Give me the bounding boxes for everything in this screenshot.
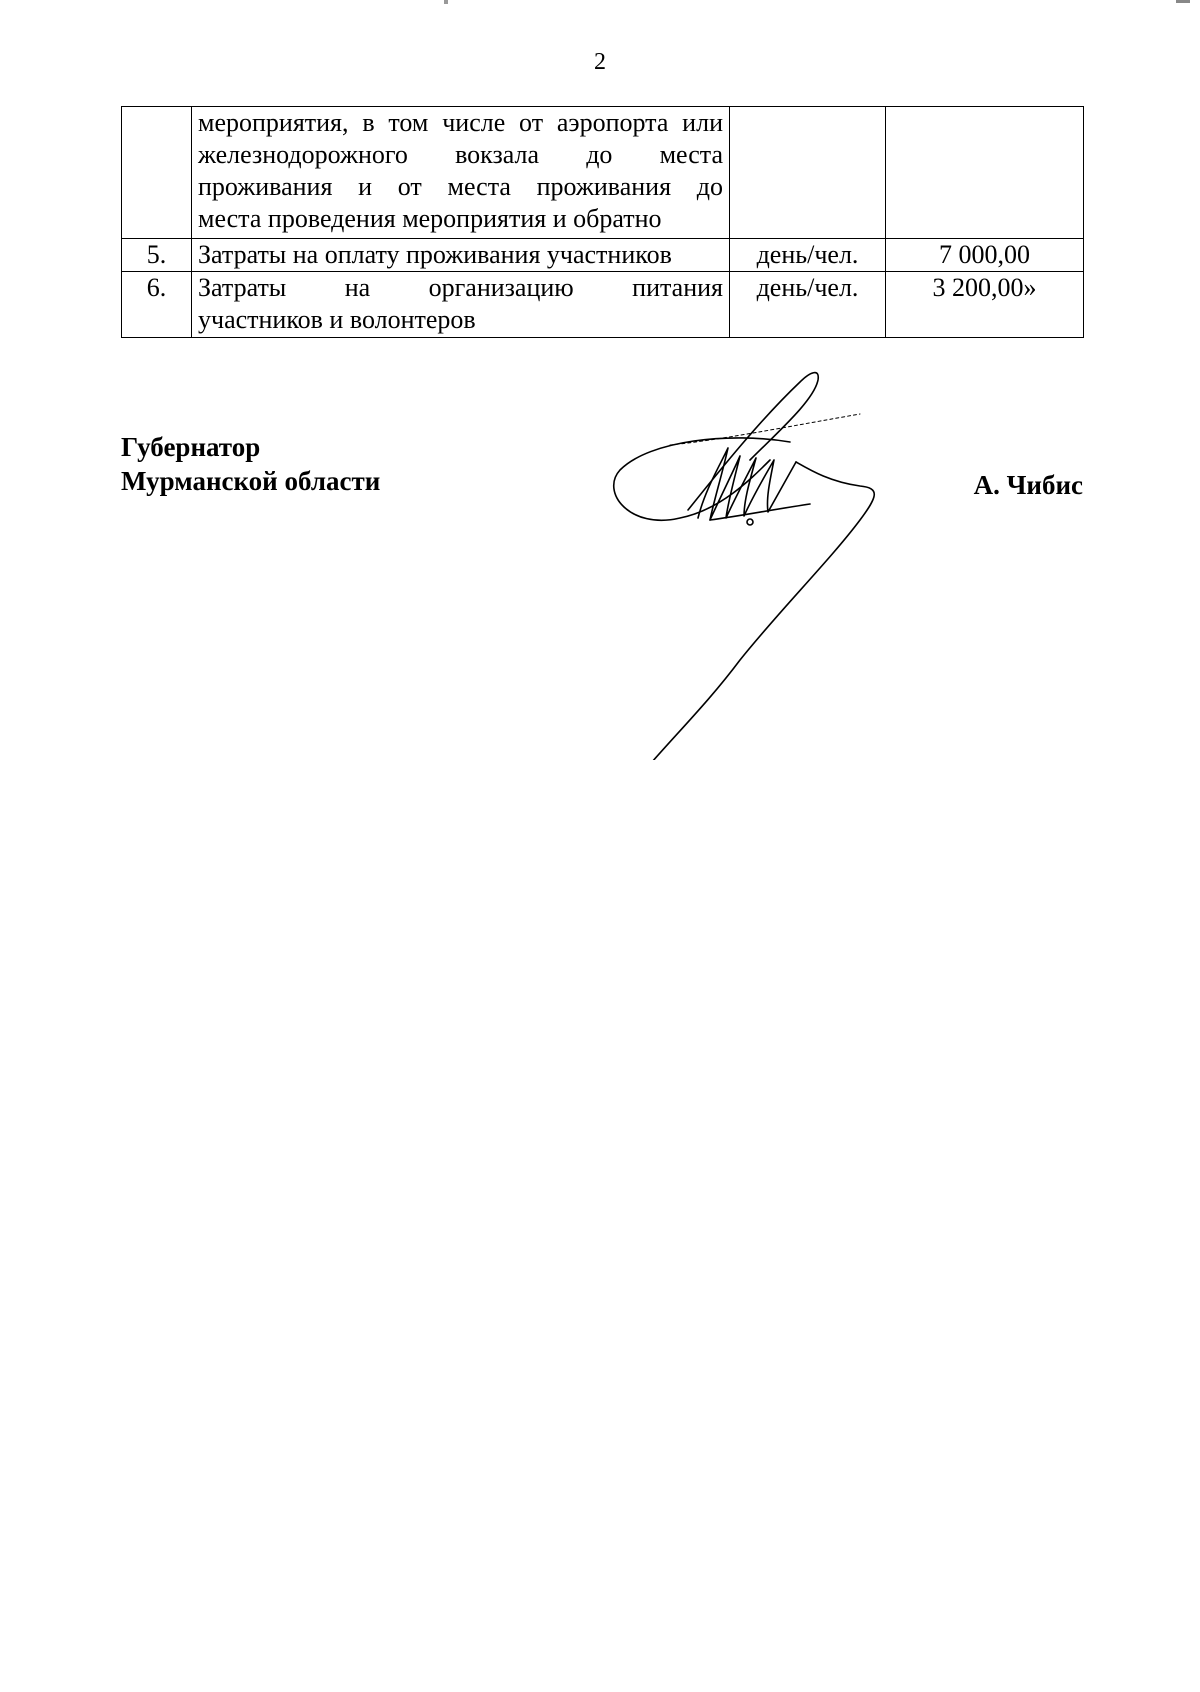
signatory-position-line: Мурманской области	[121, 466, 381, 496]
table-row	[122, 272, 1084, 338]
row-name-line: Затраты на оплату проживания участников	[198, 240, 672, 269]
row-value: 7 000,00	[886, 239, 1084, 272]
row-number	[122, 107, 192, 239]
signatory-position-line: Губернатор	[121, 432, 261, 462]
table-row	[122, 239, 1084, 272]
row-name	[192, 239, 730, 272]
handwritten-signature	[610, 370, 940, 760]
row-number: 5.	[122, 239, 192, 272]
row-name	[192, 107, 730, 239]
row-name-line: места проведения мероприятия и обратно	[198, 204, 662, 233]
row-unit: день/чел.	[730, 239, 886, 272]
signatory-position	[121, 430, 380, 498]
scan-artifact	[1176, 0, 1190, 3]
row-name	[192, 272, 730, 338]
row-value: 3 200,00»	[886, 272, 1084, 338]
row-value	[886, 107, 1084, 239]
row-name-line: проживания и от места проживания до	[198, 172, 723, 201]
table-row	[122, 107, 1084, 239]
row-name-line: Затраты на организацию питания	[198, 273, 723, 302]
row-unit	[730, 107, 886, 239]
signatory-name: А. Чибис	[973, 470, 1083, 500]
cost-table	[121, 106, 1084, 338]
row-name-line: железнодорожного вокзала до места	[198, 140, 723, 169]
page-number: 2	[594, 49, 606, 75]
row-unit: день/чел.	[730, 272, 886, 338]
row-number: 6.	[122, 272, 192, 338]
row-name-line: участников и волонтеров	[198, 305, 476, 334]
row-name-line: мероприятия, в том числе от аэропорта или	[198, 108, 723, 137]
scan-artifact	[444, 0, 448, 4]
